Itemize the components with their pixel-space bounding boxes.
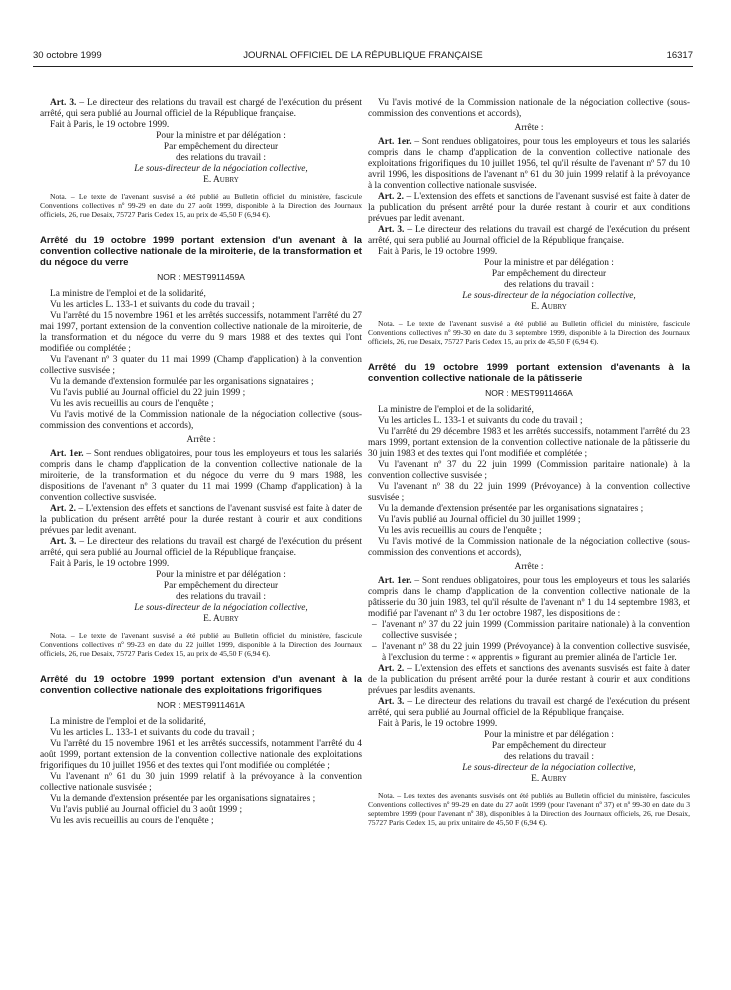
article-3: Art. 3. – Le directeur des relations du travail est chargé de l'exécution du présent arrêté, qui sera publié au Journal officiel de la République française.	[40, 537, 362, 558]
visa: Vu l'avenant nº 38 du 22 juin 1999 (Prévoyance) à la convention collective susvisée ;	[368, 482, 690, 503]
visa: Vu les avis recueillis au cours de l'enquête ;	[378, 526, 542, 536]
visa: Vu l'arrêté du 15 novembre 1961 et les arrêtés successifs, notamment l'arrêté du 4 août 1999, portant extension de la convention collective nationale des exploitations frigorifiques du 10 juillet 1956 et des textes qui l'ont modifiée ou complétée ;	[40, 739, 362, 771]
right-column	[368, 98, 690, 827]
fait-a-paris: Fait à Paris, le 19 octobre 1999.	[50, 559, 170, 569]
article-3: Art. 3. – Le directeur des relations du travail est chargé de l'exécution du présent arrêté, qui sera publié au Journal officiel de la République française.	[40, 98, 362, 119]
header-page-number: 16317	[666, 50, 693, 61]
nota: Nota. – Le texte de l'avenant susvisé a été publié au Bulletin officiel du ministère, fascicule Conventions collectives nº 99-29 en date du 27 août 1999, disponible à la Direction des Journaux officiels, 26, rue Desaix, 75727 Paris Cedex 15, au prix de 45,50 F (6,94 €).	[40, 192, 362, 219]
list-item: – l'avenant nº 38 du 22 juin 1999 (Prévoyance) à la convention collective susvisée, à l'exclusion du terme : « apprentis » figurant au premier alinéa de l'article 1er.	[368, 642, 690, 664]
visa: Vu l'arrêté du 29 décembre 1983 et les arrêtés successifs, notamment l'arrêté du 23 mars 1999, portant extension de la convention collective nationale de la pâtisserie du 30 juin 1983 et des textes qui l'ont modifiée et complétée ;	[368, 427, 690, 459]
visa: Vu la demande d'extension formulée par les organisations signataires ;	[50, 377, 314, 387]
fait-a-paris: Fait à Paris, le 19 octobre 1999.	[378, 719, 498, 729]
visa: Vu l'avenant nº 3 quater du 11 mai 1999 (Champ d'application) à la convention collective susvisée ;	[40, 355, 362, 376]
nota: Nota. – Le texte de l'avenant susvisé a été publié au Bulletin officiel du ministère, fascicule Conventions collectives nº 99-30 en date du 3 septembre 1999, disponible à la Direction des Journaux officiels, 26, rue Desaix, 75727 Paris Cedex 15, au prix de 45,50 F (6,94 €).	[368, 319, 690, 346]
decree-title: Arrêté du 19 octobre 1999 portant extension d'un avenant à la convention collective nationale des exploitations frigorifiques	[40, 674, 362, 696]
nota: Nota. – Les textes des avenants susvisés ont été publiés au Bulletin officiel du ministère, fascicules Conventions collectives nº 99-29 en date du 27 août 1999 (pour l'avenant nº 37) et nº 99-30 en date du 3 septembre 1999 (pour l'avenant nº 38), disponibles à la Direction des Journaux officiels, 26, rue Desaix, 75727 Paris Cedex 15, au prix unitaire de 45,50 F (6,94 €).	[368, 791, 690, 827]
article-3: Art. 3. – Le directeur des relations du travail est chargé de l'exécution du présent arrêté, qui sera publié au Journal officiel de la République française.	[368, 225, 690, 246]
header-journal-title: JOURNAL OFFICIEL DE LA RÉPUBLIQUE FRANÇAISE	[243, 50, 483, 61]
visa: La ministre de l'emploi et de la solidarité,	[378, 405, 534, 415]
visa: Vu les avis recueillis au cours de l'enquête ;	[50, 399, 214, 409]
fait-a-paris: Fait à Paris, le 19 octobre 1999.	[378, 247, 498, 257]
visa: Vu l'avis motivé de la Commission nationale de la négociation collective (sous-commission des conventions et accords),	[40, 410, 362, 431]
fait-a-paris: Fait à Paris, le 19 octobre 1999.	[50, 120, 170, 130]
signature-block: Pour la ministre et par délégation : Par empêchement du directeur des relations du travail : Le sous-directeur de la négociation collective, E. Aubry	[134, 131, 308, 185]
visa: Vu les articles L. 133-1 et suivants du code du travail ;	[50, 300, 255, 310]
nota: Nota. – Le texte de l'avenant susvisé a été publié au Bulletin officiel du ministère, fascicule Conventions collectives nº 99-23 en date du 22 juillet 1999, disponible à la Direction des Journaux officiels, 26, rue Desaix, 75727 Paris Cedex 15, au prix de 45,50 F (6,94 €).	[40, 631, 362, 658]
visa: Vu l'avenant nº 37 du 22 juin 1999 (Commission paritaire nationale) à la convention collective susvisée ;	[368, 460, 690, 481]
visa: Vu les articles L. 133-1 et suivants du code du travail ;	[50, 728, 255, 738]
article-2: Art. 2. – L'extension des effets et sanctions de l'avenant susvisé est faite à dater de la publication du présent arrêté pour la durée restant à courir et aux conditions prévues par ledit avenant.	[40, 504, 363, 536]
article-3: Art. 3. – Le directeur des relations du travail est chargé de l'exécution du présent arrêté, qui sera publié au Journal officiel de la République française.	[368, 697, 690, 718]
article-2: Art. 2. – L'extension des effets et sanctions des avenants susvisés est faite à dater de la publication du présent arrêté pour la durée restant à courir et aux conditions prévues par lesdits avenants.	[368, 664, 690, 696]
article-1: Art. 1er. – Sont rendues obligatoires, pour tous les employeurs et tous les salariés compris dans le champ d'application de la convention collective nationale de la pâtisserie du 30 juin 1983, tel qu'il résulte de l'avenant nº 1 du 14 septembre 1983, et modifié par l'avenant nº 3 du 1er octobre 1987, les dispositions de :	[368, 576, 691, 619]
visa: Vu l'avis publié au Journal officiel du 3 août 1999 ;	[50, 805, 243, 815]
visa: La ministre de l'emploi et de la solidarité,	[50, 289, 206, 299]
signature-block: Pour la ministre et par délégation : Par empêchement du directeur des relations du travail : Le sous-directeur de la négociation collective, E. Aubry	[462, 258, 636, 312]
visa: Vu la demande d'extension présentée par les organisations signataires ;	[378, 504, 644, 514]
article-1: Art. 1er. – Sont rendues obligatoires, pour tous les employeurs et tous les salariés compris dans le champ d'application de la convention collective nationale des exploitations frigorifiques du 10 juillet 1956, tel qu'il résulte de l'avenant nº 57 du 10 avril 1996, les dispositions de l'avenant nº 61 du 30 juin 1999 relatif à la prévoyance à la convention collective nationale susvisée.	[368, 137, 691, 191]
visa: Vu l'avis publié au Journal officiel du 30 juillet 1999 ;	[378, 515, 581, 525]
decree-title: Arrêté du 19 octobre 1999 portant extension d'avenants à la convention collective nationale de la pâtisserie	[368, 362, 690, 384]
header-rule	[33, 66, 693, 67]
visa: Vu les articles L. 133-1 et suivants du code du travail ;	[378, 416, 583, 426]
nor-reference: NOR : MEST9911459A	[157, 272, 245, 282]
nor-reference: NOR : MEST9911466A	[485, 388, 573, 398]
signature-block: Pour la ministre et par délégation : Par empêchement du directeur des relations du travail : Le sous-directeur de la négociation collective, E. Aubry	[134, 570, 308, 624]
article-1: Art. 1er. – Sont rendues obligatoires, pour tous les employeurs et tous les salariés compris dans le champ d'application de la convention collective nationale de la miroiterie, de la transformation et du négoce du verre du 9 mars 1988, les dispositions de l'avenant nº 3 quater du 11 mai 1999 (Champ d'application) à la convention collective susvisée.	[40, 449, 363, 503]
header-date: 30 octobre 1999	[33, 50, 102, 61]
arrete-heading: Arrête :	[514, 123, 544, 133]
visa: Vu l'avis motivé de la Commission nationale de la négociation collective (sous-commission des conventions et accords),	[368, 537, 690, 558]
article-2: Art. 2. – L'extension des effets et sanctions de l'avenant susvisé est faite à dater de la publication du présent arrêté pour la durée restant à courir et aux conditions prévues par ledit avenant.	[368, 192, 691, 224]
visa: La ministre de l'emploi et de la solidarité,	[50, 717, 206, 727]
left-column	[40, 98, 362, 827]
arrete-heading: Arrête :	[514, 562, 544, 572]
list-item: – l'avenant nº 37 du 22 juin 1999 (Commission paritaire nationale) à la convention collective susvisée ;	[368, 620, 690, 642]
decree-title: Arrêté du 19 octobre 1999 portant extension d'un avenant à la convention collective nationale de la miroiterie, de la transformation et du négoce du verre	[40, 235, 363, 268]
signature-block: Pour la ministre et par délégation : Par empêchement du directeur des relations du travail : Le sous-directeur de la négociation collective, E. Aubry	[462, 730, 636, 784]
arrete-heading: Arrête :	[186, 435, 216, 445]
visa: Vu l'arrêté du 15 novembre 1961 et les arrêtés successifs, notamment l'arrêté du 27 mai 1997, portant extension de la convention collective nationale de la miroiterie, de la transformation et du négoce du verre du 9 mars 1988 et des textes qui l'ont modifiée ou complétée ;	[40, 311, 362, 354]
visa: Vu la demande d'extension présentée par les organisations signataires ;	[50, 794, 316, 804]
visa: Vu l'avis motivé de la Commission nationale de la négociation collective (sous-commission des conventions et accords),	[368, 98, 690, 119]
page-header	[33, 50, 693, 64]
visa: Vu l'avenant nº 61 du 30 juin 1999 relatif à la prévoyance à la convention collective nationale susvisée ;	[40, 772, 362, 793]
visa: Vu l'avis publié au Journal officiel du 22 juin 1999 ;	[50, 388, 246, 398]
visa: Vu les avis recueillis au cours de l'enquête ;	[50, 816, 214, 826]
nor-reference: NOR : MEST9911461A	[157, 700, 245, 710]
